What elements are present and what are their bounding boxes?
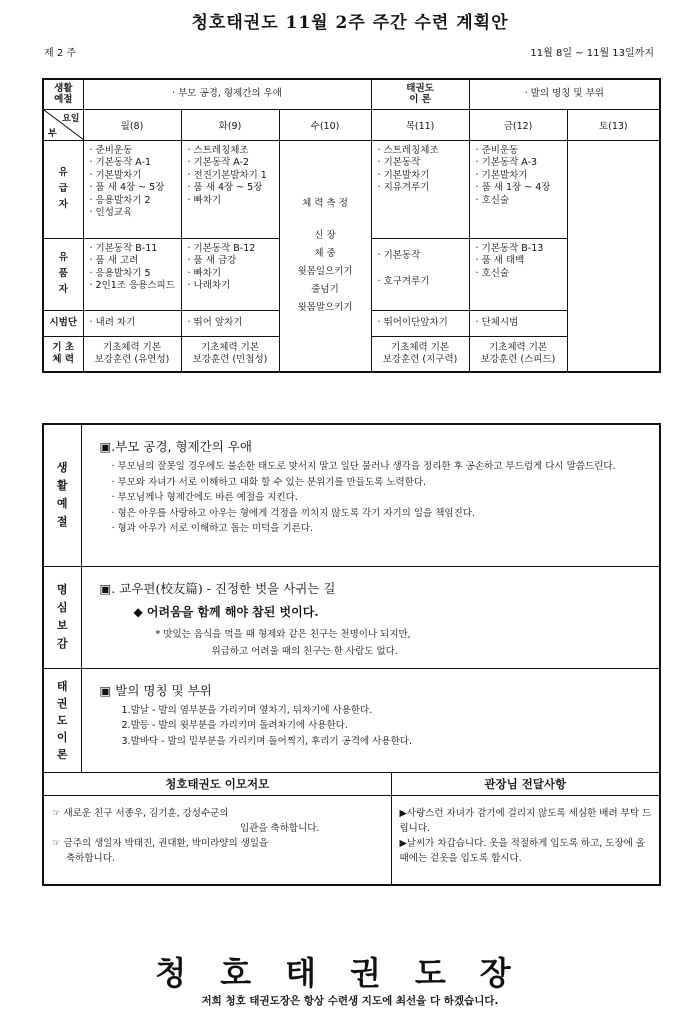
list-item: · 내려 차기 — [90, 317, 181, 330]
tue-basic: 기초체력 기본 보강훈련 (민첩성) — [181, 336, 279, 372]
day-header-tue: 화(9) — [181, 109, 279, 140]
tkd-side-label: 태 권 도 이 론 — [43, 668, 81, 772]
thu-basic: 기초체력 기본 보강훈련 (지구력) — [371, 336, 469, 372]
date-range: 11월 8일 ~ 11월 13일까지 — [530, 48, 654, 59]
list-item: · 품 새 1장 ~ 4장 — [476, 182, 567, 195]
list-item: · 품 새 고려 — [90, 255, 181, 268]
list-item: · 기본동작 A-3 — [476, 157, 567, 170]
day-header-thu: 목(11) — [371, 109, 469, 140]
list-item: · 빠차기 — [188, 268, 279, 281]
mon-demo-list — [84, 317, 181, 330]
day-header-fri: 금(12) — [469, 109, 567, 140]
list-item: · 단체시범 — [476, 317, 567, 330]
mind-subtitle: ◆ 어려움을 함께 해야 참된 벗이다. — [133, 604, 319, 619]
list-item: · 기본동작 B-11 — [90, 243, 181, 256]
tue-yupum-list — [182, 239, 279, 293]
schedule-table — [42, 78, 661, 373]
list-item: · 지유겨루기 — [378, 182, 469, 195]
list-item: · 인성교육 — [90, 207, 181, 220]
sat-cell — [567, 140, 660, 372]
life-section — [81, 424, 660, 566]
tkd-theory-label: 태권도 이 론 — [371, 79, 469, 109]
news-new-friends: ☞ 새로운 친구 서종우, 김기훈, 강성수군의 — [52, 807, 229, 819]
list-item: 신 장 — [314, 229, 336, 241]
mind-section — [81, 566, 660, 668]
tkd-items — [122, 703, 660, 750]
list-item: · 기본동작 A-1 — [90, 157, 181, 170]
fri-yupum-list — [470, 239, 567, 281]
notice-section — [391, 795, 660, 885]
list-item: · 나래차기 — [188, 280, 279, 293]
list-item: · 기본발차기 — [378, 170, 469, 183]
wed-main-label: 체 력 측 정 — [302, 197, 348, 209]
week-label: 제 2 주 — [44, 48, 77, 59]
list-item: · 뛰어 앞차기 — [188, 317, 279, 330]
thu-yugeup-list — [372, 141, 469, 195]
life-bullets — [112, 459, 660, 537]
footer-slogan: 저희 청호 태권도장은 항상 수련생 지도에 최선을 다 하겠습니다. — [201, 995, 499, 1007]
news-header: 청호태권도 이모저모 — [43, 772, 391, 795]
list-item: · 준비운동 — [476, 145, 567, 158]
wed-items — [280, 227, 371, 317]
list-item: · 호신술 — [476, 195, 567, 208]
list-item: · 뛰어이단앞차기 — [378, 317, 469, 330]
notice-header: 관장님 전달사항 — [391, 772, 660, 795]
life-side-label: 생 활 예 절 — [43, 424, 81, 566]
mon-yupum-list — [84, 239, 181, 293]
list-item: · 기본동작 — [378, 157, 469, 170]
corner-top-label: 요일 — [62, 113, 80, 124]
list-item: · 부모님의 잘못일 경우에도 불손한 태도로 맞서지 말고 일단 물러나 생각을 정리한 후 공손하고 부드럽게 다시 말씀드린다. — [112, 459, 660, 475]
list-item: · 품 새 4장 ~ 5장 — [90, 182, 181, 195]
notice-weather: ▶날씨가 차갑습니다. 옷을 적절하게 입도록 하고, 도장에 올 때에는 겉옷을 입도록 합시다. — [399, 837, 646, 864]
list-item: · 응용발차기 5 — [90, 268, 181, 281]
list-item: 체 중 — [314, 247, 336, 259]
list-item: · 품 새 태백 — [476, 255, 567, 268]
row-label-basic: 기 초 체 력 — [43, 336, 83, 372]
list-item: · 형과 아우가 서로 이해하고 돕는 미덕을 기른다. — [112, 521, 660, 537]
news-section — [43, 795, 391, 885]
tkd-theory-value: · 발의 명칭 및 부위 — [469, 79, 660, 109]
list-item: 줄넘기 — [311, 283, 339, 295]
list-item: 윗몸일으키기 — [297, 265, 353, 277]
list-item: · 품 새 4장 ~ 5장 — [188, 182, 279, 195]
day-header-wed: 수(10) — [279, 109, 371, 140]
tkd-title: ▣ 발의 명칭 및 부위 — [99, 682, 212, 698]
list-item: · 준비운동 — [90, 145, 181, 158]
list-item: · 스트레칭체조 — [188, 145, 279, 158]
list-item: · 부모님께나 형제간에도 바른 예절을 지킨다. — [112, 490, 660, 506]
fri-demo-list — [470, 317, 567, 330]
mind-note-2: 위급하고 어려울 때의 친구는 한 사람도 없다. — [211, 645, 398, 657]
list-item: · 기본발차기 — [476, 170, 567, 183]
mind-title: ▣. 교우편(校友篇) - 진정한 벗을 사귀는 길 — [99, 580, 336, 596]
news-birthdays: ☞ 금주의 생일자 박태진, 권대환, 박미라양의 생일을 — [52, 837, 269, 849]
wed-fitness-cell — [279, 140, 371, 372]
list-item: · 기본동작 A-2 — [188, 157, 279, 170]
tue-demo-list — [182, 317, 279, 330]
fri-yugeup-list — [470, 141, 567, 208]
mon-yugeup-list — [84, 141, 181, 220]
tue-yugeup-list — [182, 141, 279, 208]
list-item: · 기본동작 B-13 — [476, 243, 567, 256]
list-item: · 부모와 자녀가 서로 이해하고 대화 할 수 있는 분위기를 만들도록 노력한다. — [112, 475, 660, 491]
day-header-mon: 월(8) — [83, 109, 181, 140]
life-manners-value: · 부모 공경, 형제간의 우애 — [83, 79, 371, 109]
row-label-yupum: 유 품 자 — [43, 238, 83, 310]
life-manners-label: 생활 예절 — [43, 79, 83, 109]
day-header-sat: 토(13) — [567, 109, 660, 140]
list-item: 2.발등 - 발의 윗부분을 가리키며 돌려차기에 사용한다. — [121, 720, 348, 731]
list-item: · 빠차기 — [188, 195, 279, 208]
list-item: · 기본동작 B-12 — [188, 243, 279, 256]
list-item: · 응용발차기 2 — [90, 195, 181, 208]
list-item: · 형은 아우를 사랑하고 아우는 형에게 걱정을 끼치지 않도록 각기 자기의 일을 책임진다. — [112, 506, 660, 522]
row-label-yugeup: 유 급 자 — [43, 140, 83, 238]
mind-note-1: * 맛있는 음식을 먹을 때 형제와 같은 친구는 천명이나 되지만, — [155, 628, 411, 640]
tkd-section — [81, 668, 660, 772]
mind-side-label: 명 심 보 감 — [43, 566, 81, 668]
footer-dojang-name: 청호태권도장 — [155, 954, 545, 992]
thu-yupum-list — [372, 239, 469, 295]
list-item: 1.발날 - 발의 옆부분을 가리키며 옆차기, 뒤차기에 사용한다. — [121, 704, 373, 716]
page-title: 청호태권도 11월 2주 주간 수련 계획안 — [191, 13, 509, 33]
news-birthdays-cont: 축하합니다. — [66, 852, 115, 864]
list-item: · 기본발차기 — [90, 170, 181, 183]
thu-demo-list — [372, 317, 469, 330]
fri-basic: 기초체력 기본 보강훈련 (스피드) — [469, 336, 567, 372]
news-new-friends-cont: 입관을 축하합니다. — [240, 822, 320, 834]
mon-basic: 기초체력 기본 보강훈련 (유연성) — [83, 336, 181, 372]
list-item: 3.발바닥 - 발의 밑부분을 가리키며 돌어찍기, 후리기 공격에 사용한다. — [121, 735, 412, 747]
list-item: 윗몸말으키기 — [297, 301, 353, 313]
list-item: · 전진기본발차기 1 — [188, 170, 279, 183]
list-item: · 스트레칭체조 — [378, 145, 469, 158]
list-item: · 호구겨루기 — [378, 269, 469, 295]
list-item: · 품 새 금강 — [188, 255, 279, 268]
notice-cold: ▶사랑스런 자녀가 감기에 걸리지 않도록 세심한 배려 부탁 드립니다. — [399, 807, 652, 834]
row-label-demo: 시범단 — [43, 310, 83, 336]
list-item: · 기본동작 — [378, 243, 469, 269]
list-item: · 호신술 — [476, 268, 567, 281]
corner-bottom-label: 부 — [48, 128, 57, 139]
day-corner — [43, 109, 83, 140]
life-title: ▣.부모 공경, 형제간의 우애 — [99, 439, 252, 454]
guidance-table — [42, 423, 661, 886]
list-item: · 2인1조 응용스피드 — [90, 280, 181, 293]
